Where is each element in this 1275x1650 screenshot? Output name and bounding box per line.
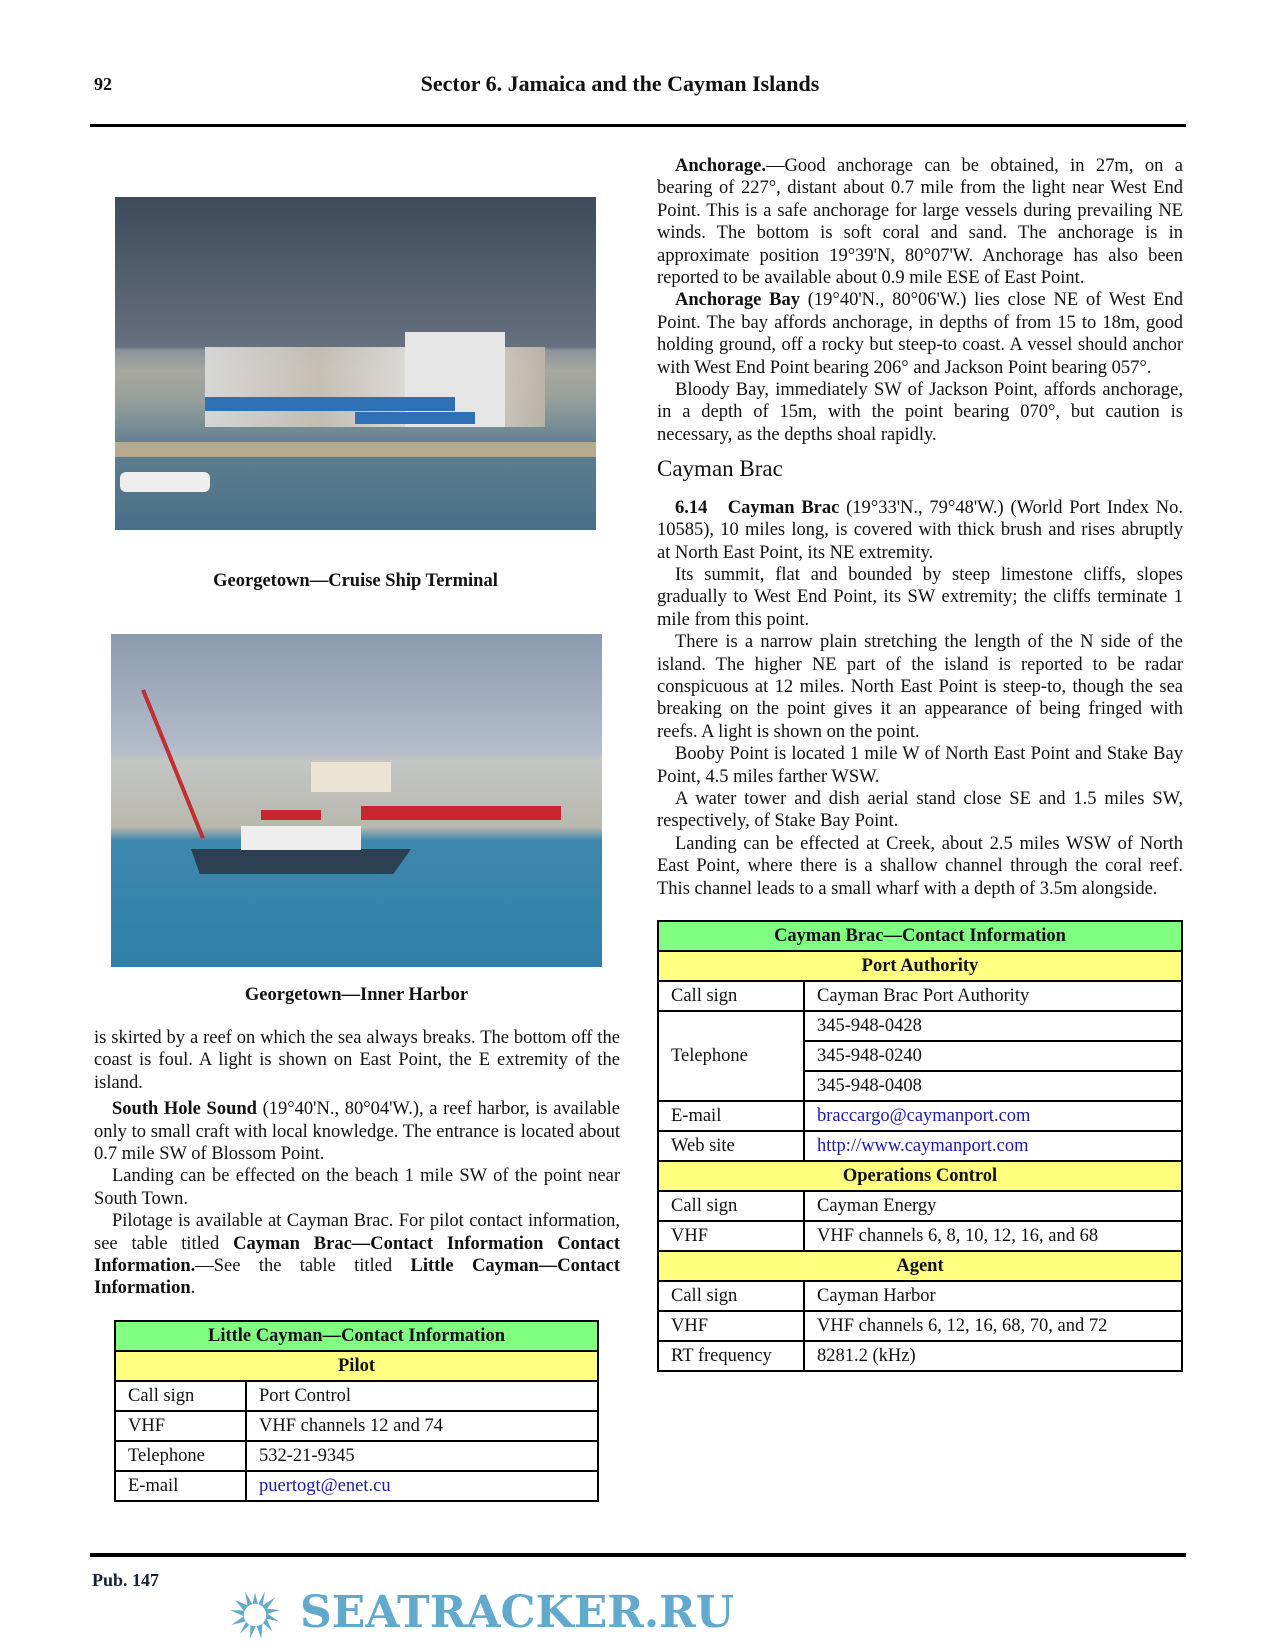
paragraph-text: Landing can be effected on the beach 1 mile SW of the point near South Town. <box>94 1166 620 1209</box>
table-section: Operations Control <box>658 1161 1182 1191</box>
paragraph <box>94 1027 620 1094</box>
email-link[interactable]: puertogt@enet.cu <box>259 1475 391 1496</box>
left-column <box>94 1027 620 1502</box>
table-row <box>658 1011 1182 1041</box>
row-value: 345-948-0240 <box>804 1041 1182 1071</box>
paragraph-text: Booby Point is located 1 mile W of North East Point and Stake Bay Point, 4.5 miles farther WSW. <box>657 744 1183 787</box>
table-row <box>658 1131 1182 1161</box>
paragraph-text: Landing can be effected at Creek, about 2.5 miles WSW of North East Point, where there is a shallow channel through the coral reef. This channel leads to a small wharf with a depth of 3.5m alongside. <box>657 833 1183 899</box>
row-label: Call sign <box>658 1281 804 1311</box>
paragraph <box>94 1210 620 1300</box>
row-value: 345-948-0428 <box>804 1011 1182 1041</box>
table-row <box>658 1101 1182 1131</box>
paragraph-lead: Anchorage. <box>675 156 766 176</box>
footer-rule <box>90 1553 1186 1557</box>
paragraph-text: . <box>190 1278 196 1299</box>
paragraph-text: —See the table titled <box>195 1256 411 1277</box>
table-title: Little Cayman—Contact Information <box>115 1321 598 1351</box>
table-reference: Cayman Brac—Contact Information <box>233 1233 544 1254</box>
website-link[interactable]: http://www.caymanport.com <box>817 1136 1029 1156</box>
table-row <box>658 1341 1182 1371</box>
row-label: Telephone <box>658 1011 804 1101</box>
row-value: VHF channels 6, 8, 10, 12, 16, and 68 <box>804 1221 1182 1251</box>
paragraph-lead: South Hole Sound <box>112 1099 257 1120</box>
paragraph <box>657 788 1183 833</box>
table-row <box>658 981 1182 1011</box>
row-value: Cayman Brac Port Authority <box>804 981 1182 1011</box>
table-section: Pilot <box>115 1351 598 1381</box>
row-value: Cayman Harbor <box>804 1281 1182 1311</box>
paragraph-text: Pilotage is available at Cayman Brac. For pilot contact information, see table titled <box>94 1211 620 1254</box>
table-title: Cayman Brac—Contact Information <box>658 921 1182 951</box>
paragraph <box>94 1098 620 1165</box>
row-value: VHF channels 6, 12, 16, 68, 70, and 72 <box>804 1311 1182 1341</box>
right-column <box>657 155 1183 1372</box>
page-number: 92 <box>94 74 112 94</box>
paragraph <box>657 833 1183 900</box>
table-row <box>115 1441 598 1471</box>
table-row <box>115 1411 598 1441</box>
row-label: RT frequency <box>658 1341 804 1371</box>
paragraph-text: A water tower and dish aerial stand close SE and 1.5 miles SW, respectively, of Stake Bay Point. <box>657 788 1183 832</box>
paragraph-lead: Anchorage Bay <box>675 290 800 311</box>
paragraph-lead: Cayman Brac <box>727 497 840 518</box>
figure-caption: Georgetown—Cruise Ship Terminal <box>213 571 498 591</box>
paragraph-text: Bloody Bay, immediately SW of Jackson Point, affords anchorage, in a depth of 15m, with the point bearing 070°, but caution is necessary, as the depths shoal rapidly. <box>657 380 1183 445</box>
paragraph <box>657 631 1183 743</box>
paragraph <box>657 379 1183 446</box>
paragraph-text: Its summit, flat and bounded by steep limestone cliffs, slopes gradually to West End Point, its SW extremity; the cliffs terminate 1 mile from this point. <box>657 564 1183 630</box>
row-value: 532-21-9345 <box>246 1441 598 1471</box>
row-label: VHF <box>658 1311 804 1341</box>
paragraph <box>657 497 1183 564</box>
table-reference: Little Cayman—Contact Information <box>94 1256 620 1299</box>
paragraph-text: (19°33'N., 79°48'W.) (World Port Index No. 10585), 10 miles long, is covered with thick brush and rises abruptly at North East Point, its NE extremity. <box>657 497 1184 563</box>
row-label: Telephone <box>115 1441 246 1471</box>
paragraph <box>657 564 1183 631</box>
row-label: Web site <box>658 1131 804 1161</box>
table-row <box>115 1471 598 1501</box>
email-link[interactable]: braccargo@caymanport.com <box>817 1106 1031 1126</box>
table-section: Agent <box>658 1251 1182 1281</box>
paragraph <box>657 743 1183 788</box>
page-title: Sector 6. Jamaica and the Cayman Islands <box>420 71 820 96</box>
row-label: E-mail <box>115 1471 246 1501</box>
paragraph <box>657 155 1183 289</box>
section-number: 6.14 <box>675 497 708 518</box>
row-label: Call sign <box>658 1191 804 1221</box>
row-label: E-mail <box>658 1101 804 1131</box>
row-label: Call sign <box>115 1381 246 1411</box>
paragraph-text: is skirted by a reef on which the sea always breaks. The bottom off the coast is foul. A light is shown on East Point, the E extremity of the island. <box>94 1028 620 1093</box>
row-label: VHF <box>658 1221 804 1251</box>
section-heading: Cayman Brac <box>657 456 783 482</box>
row-value: VHF channels 12 and 74 <box>246 1411 598 1441</box>
cayman-brac-contact-table <box>657 920 1183 1372</box>
table-row <box>658 1311 1182 1341</box>
table-section: Port Authority <box>658 951 1182 981</box>
paragraph-text: —Good anchorage can be obtained, in 27m, on a bearing of 227°, distant about 0.7 mile from the light near West End Point. This is a safe anchorage for large vessels during prevailing NE winds. The bottom is soft coral and sand. The anchorage is in approximate position 19°39'N, 80°07'W. Anchorage has also been reported to be available about 0.9 mile ESE of East Point. <box>657 156 1183 289</box>
photo-cruise-ship-terminal <box>115 197 596 530</box>
table-row <box>658 1281 1182 1311</box>
paragraph <box>657 289 1183 379</box>
header-rule <box>90 124 1186 127</box>
row-value: 345-948-0408 <box>804 1071 1182 1101</box>
paragraph <box>94 1165 620 1210</box>
row-value: Cayman Energy <box>804 1191 1182 1221</box>
publication-number: Pub. 147 <box>92 1570 160 1590</box>
little-cayman-contact-table <box>114 1320 599 1502</box>
row-value: 8281.2 (kHz) <box>804 1341 1182 1371</box>
row-label: VHF <box>115 1411 246 1441</box>
paragraph-text: (19°40'N., 80°04'W.), a reef harbor, is available only to small craft with local knowledge. The entrance is located about 0.7 mile SW of Blossom Point. <box>94 1099 620 1165</box>
figure-caption: Georgetown—Inner Harbor <box>244 985 469 1005</box>
row-label: Call sign <box>658 981 804 1011</box>
watermark-text: SEATRACKER.RU <box>300 1587 735 1638</box>
paragraph-text: (19°40'N., 80°06'W.) lies close NE of West End Point. The bay affords anchorage, in depths of from 15 to 18m, good holding ground, off a rocky but steep-to coast. A vessel should anchor with West End Point bearing 206° and Jackson Point bearing 057°. <box>657 290 1183 378</box>
paragraph-text: There is a narrow plain stretching the length of the N side of the island. The higher NE part of the island is reported to be radar conspicuous at 12 miles. North East Point is steep-to, though the sea breaking on the point gives it an appearance of being fringed with reefs. A light is shown on the point. <box>657 632 1183 742</box>
row-value: Port Control <box>246 1381 598 1411</box>
watermark-sun-icon <box>230 1590 280 1640</box>
table-row <box>115 1381 598 1411</box>
table-row <box>658 1191 1182 1221</box>
table-row <box>658 1221 1182 1251</box>
photo-inner-harbor <box>111 634 602 967</box>
paragraph-lead: Contact Information. <box>94 1233 620 1277</box>
